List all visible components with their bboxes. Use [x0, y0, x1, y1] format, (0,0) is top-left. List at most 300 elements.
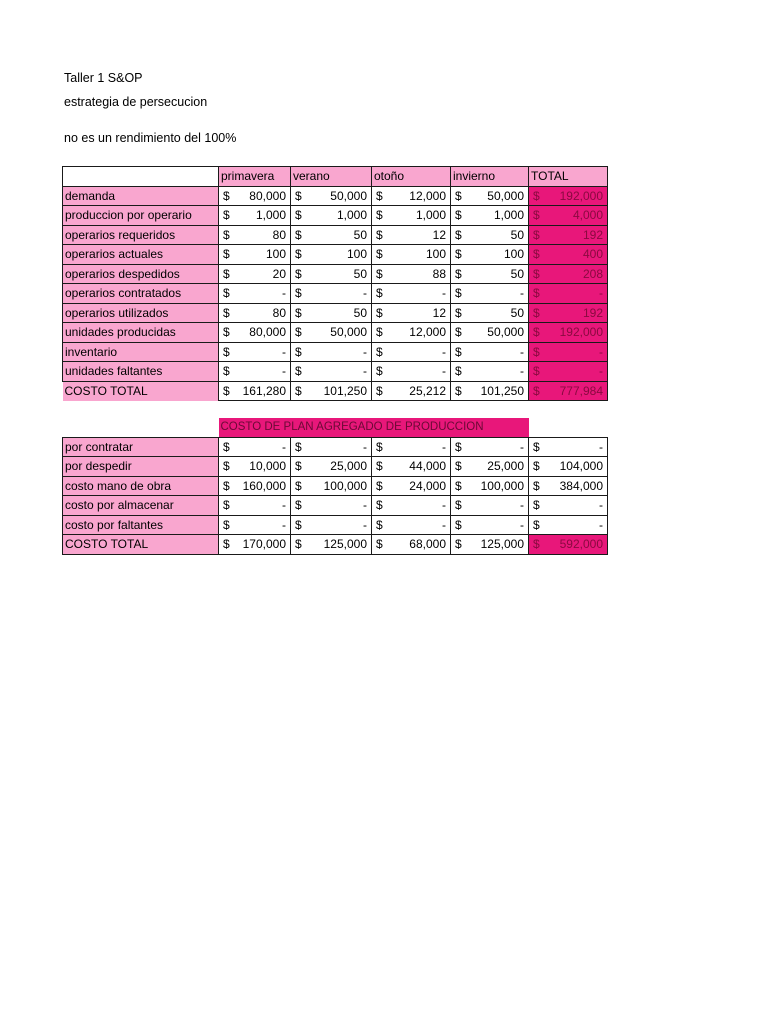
currency-symbol: $: [295, 305, 302, 320]
amount: -: [282, 498, 286, 513]
cell-value[interactable]: [219, 303, 291, 323]
currency-symbol: $: [295, 364, 302, 379]
currency-symbol: $: [455, 364, 462, 379]
cell-value[interactable]: [529, 342, 608, 362]
currency-symbol: $: [455, 247, 462, 262]
currency-symbol: $: [223, 364, 230, 379]
cell-value[interactable]: [219, 206, 291, 226]
amount: 50: [510, 266, 524, 281]
currency-symbol: $: [455, 188, 462, 203]
amount: 160,000: [242, 478, 286, 493]
cell-value[interactable]: [291, 225, 372, 245]
cell-value[interactable]: [219, 476, 291, 496]
currency-symbol: $: [376, 439, 383, 454]
amount: 192,000: [559, 188, 603, 203]
amount: -: [363, 364, 367, 379]
cell-value[interactable]: [451, 225, 529, 245]
cost-table: [62, 418, 608, 555]
currency-symbol: $: [295, 537, 302, 552]
cell-value[interactable]: [451, 515, 529, 535]
cell-value[interactable]: [451, 264, 529, 284]
cell-value[interactable]: [291, 515, 372, 535]
cell-value[interactable]: [372, 186, 451, 206]
amount: 25,212: [409, 383, 446, 398]
cell-value[interactable]: [529, 437, 608, 457]
amount: -: [282, 286, 286, 301]
amount: 400: [582, 247, 603, 262]
amount: 20: [272, 266, 286, 281]
table-row: [63, 515, 608, 535]
cell-value[interactable]: [529, 225, 608, 245]
header-row: [63, 167, 608, 187]
currency-symbol: $: [295, 439, 302, 454]
currency-symbol: $: [455, 305, 462, 320]
cell-value[interactable]: [219, 225, 291, 245]
currency-symbol: $: [376, 266, 383, 281]
cell-value[interactable]: [372, 381, 451, 401]
cell-value[interactable]: [372, 437, 451, 457]
currency-symbol: $: [295, 266, 302, 281]
cell-value[interactable]: [529, 381, 608, 401]
amount: -: [442, 498, 446, 513]
cell-value[interactable]: [291, 284, 372, 304]
amount: -: [520, 286, 524, 301]
table-row: [63, 225, 608, 245]
amount: 68,000: [409, 537, 446, 552]
amount: -: [599, 517, 603, 532]
cell-value[interactable]: [451, 496, 529, 516]
cell-value[interactable]: [291, 264, 372, 284]
currency-symbol: $: [455, 208, 462, 223]
row-label: operarios requeridos: [63, 225, 219, 245]
cell-value[interactable]: [219, 186, 291, 206]
amount: -: [282, 364, 286, 379]
amount: 88: [432, 266, 446, 281]
cell-value[interactable]: [291, 303, 372, 323]
amount: 1,000: [493, 208, 524, 223]
cell-value[interactable]: [529, 535, 608, 555]
currency-symbol: $: [295, 383, 302, 398]
currency-symbol: $: [223, 208, 230, 223]
cell-value[interactable]: [219, 362, 291, 382]
cell-value[interactable]: [529, 206, 608, 226]
cell-value[interactable]: [372, 206, 451, 226]
amount: 50,000: [330, 325, 367, 340]
currency-symbol: $: [533, 498, 540, 513]
banner-row: [63, 418, 608, 437]
currency-symbol: $: [455, 478, 462, 493]
cell-value[interactable]: [219, 381, 291, 401]
cell-value[interactable]: [529, 284, 608, 304]
table-row: [63, 342, 608, 362]
amount: 50,000: [330, 188, 367, 203]
amount: 1,000: [255, 208, 286, 223]
amount: -: [282, 517, 286, 532]
cell-value[interactable]: [219, 264, 291, 284]
cell-value[interactable]: [372, 362, 451, 382]
currency-symbol: $: [533, 439, 540, 454]
cell-value[interactable]: [291, 245, 372, 265]
currency-symbol: $: [223, 517, 230, 532]
cell-value[interactable]: [451, 186, 529, 206]
amount: 50,000: [487, 325, 524, 340]
table-row: [63, 264, 608, 284]
row-label: costo por faltantes: [63, 515, 219, 535]
cell-value[interactable]: [451, 323, 529, 343]
cell-value[interactable]: [529, 496, 608, 516]
row-label: COSTO TOTAL: [63, 535, 219, 555]
amount: 44,000: [409, 459, 446, 474]
currency-symbol: $: [295, 188, 302, 203]
sheet-subtitle: estrategia de persecucion: [64, 95, 208, 109]
table-row: [63, 303, 608, 323]
table-row: [63, 362, 608, 382]
cell-value[interactable]: [219, 342, 291, 362]
table-row: [63, 535, 608, 555]
amount: -: [442, 439, 446, 454]
cell-value[interactable]: [529, 303, 608, 323]
currency-symbol: $: [376, 188, 383, 203]
row-label: operarios contratados: [63, 284, 219, 304]
row-label: unidades producidas: [63, 323, 219, 343]
cell-value[interactable]: [291, 362, 372, 382]
cell-value[interactable]: [372, 476, 451, 496]
currency-symbol: $: [455, 439, 462, 454]
amount: 12: [432, 305, 446, 320]
amount: -: [599, 286, 603, 301]
amount: 25,000: [330, 459, 367, 474]
row-label: costo por almacenar: [63, 496, 219, 516]
cell-value[interactable]: [291, 206, 372, 226]
table-row: [63, 323, 608, 343]
amount: 50: [353, 227, 367, 242]
cell-value[interactable]: [451, 303, 529, 323]
cell-value[interactable]: [451, 476, 529, 496]
currency-symbol: $: [223, 344, 230, 359]
cell-value[interactable]: [372, 457, 451, 477]
row-label: COSTO TOTAL: [63, 381, 219, 401]
currency-symbol: $: [533, 459, 540, 474]
amount: -: [520, 364, 524, 379]
table-row: [63, 457, 608, 477]
table-banner: COSTO DE PLAN AGREGADO DE PRODUCCION: [219, 418, 529, 437]
currency-symbol: $: [533, 266, 540, 281]
amount: 125,000: [323, 537, 367, 552]
row-label: por despedir: [63, 457, 219, 477]
table-row: [63, 186, 608, 206]
currency-symbol: $: [455, 344, 462, 359]
table-row: [63, 496, 608, 516]
row-label: operarios actuales: [63, 245, 219, 265]
currency-symbol: $: [455, 498, 462, 513]
row-label: operarios utilizados: [63, 303, 219, 323]
cell-value[interactable]: [219, 284, 291, 304]
amount: 50: [353, 266, 367, 281]
amount: 12: [432, 227, 446, 242]
cell-value[interactable]: [451, 457, 529, 477]
table-row: [63, 476, 608, 496]
amount: 10,000: [249, 459, 286, 474]
amount: 100: [425, 247, 446, 262]
currency-symbol: $: [455, 325, 462, 340]
cell-value[interactable]: [451, 535, 529, 555]
cell-value[interactable]: [291, 323, 372, 343]
currency-symbol: $: [455, 227, 462, 242]
cell-value[interactable]: [529, 186, 608, 206]
row-label: produccion por operario: [63, 206, 219, 226]
currency-symbol: $: [223, 498, 230, 513]
column-header: primavera: [219, 167, 291, 187]
row-label: por contratar: [63, 437, 219, 457]
currency-symbol: $: [376, 208, 383, 223]
currency-symbol: $: [223, 247, 230, 262]
currency-symbol: $: [295, 227, 302, 242]
currency-symbol: $: [376, 459, 383, 474]
cell-value[interactable]: [372, 535, 451, 555]
amount: 80: [272, 227, 286, 242]
currency-symbol: $: [533, 383, 540, 398]
amount: 192: [582, 227, 603, 242]
amount: 50,000: [487, 188, 524, 203]
amount: -: [282, 344, 286, 359]
amount: -: [520, 439, 524, 454]
cell-value[interactable]: [451, 206, 529, 226]
currency-symbol: $: [376, 286, 383, 301]
amount: 50: [510, 305, 524, 320]
amount: 170,000: [242, 537, 286, 552]
currency-symbol: $: [533, 325, 540, 340]
amount: 192: [582, 305, 603, 320]
amount: 592,000: [559, 537, 603, 552]
amount: -: [363, 517, 367, 532]
amount: -: [363, 286, 367, 301]
amount: 161,280: [242, 383, 286, 398]
blank-cell: [529, 418, 608, 437]
currency-symbol: $: [533, 188, 540, 203]
amount: 101,250: [323, 383, 367, 398]
currency-symbol: $: [376, 325, 383, 340]
currency-symbol: $: [376, 383, 383, 398]
currency-symbol: $: [295, 208, 302, 223]
production-table: [62, 166, 608, 401]
amount: 80,000: [249, 325, 286, 340]
cell-value[interactable]: [372, 284, 451, 304]
currency-symbol: $: [223, 227, 230, 242]
currency-symbol: $: [455, 383, 462, 398]
currency-symbol: $: [533, 478, 540, 493]
amount: 1,000: [336, 208, 367, 223]
currency-symbol: $: [223, 266, 230, 281]
amount: -: [599, 364, 603, 379]
amount: 80: [272, 305, 286, 320]
currency-symbol: $: [376, 517, 383, 532]
currency-symbol: $: [223, 383, 230, 398]
currency-symbol: $: [376, 247, 383, 262]
amount: -: [442, 517, 446, 532]
cell-value[interactable]: [451, 362, 529, 382]
row-label: demanda: [63, 186, 219, 206]
cell-value[interactable]: [451, 342, 529, 362]
currency-symbol: $: [533, 227, 540, 242]
table-row: [63, 206, 608, 226]
currency-symbol: $: [223, 537, 230, 552]
amount: -: [363, 439, 367, 454]
table-row: [63, 284, 608, 304]
currency-symbol: $: [223, 305, 230, 320]
currency-symbol: $: [455, 286, 462, 301]
blank-cell: [63, 418, 219, 437]
cell-value[interactable]: [219, 457, 291, 477]
cell-value[interactable]: [291, 186, 372, 206]
amount: -: [442, 344, 446, 359]
column-header: verano: [291, 167, 372, 187]
amount: 50: [510, 227, 524, 242]
currency-symbol: $: [455, 266, 462, 281]
currency-symbol: $: [376, 478, 383, 493]
currency-symbol: $: [295, 517, 302, 532]
cell-value[interactable]: [451, 381, 529, 401]
amount: 4,000: [572, 208, 603, 223]
currency-symbol: $: [455, 517, 462, 532]
currency-symbol: $: [455, 537, 462, 552]
corner-cell: [63, 167, 219, 187]
row-label: operarios despedidos: [63, 264, 219, 284]
cell-value[interactable]: [219, 496, 291, 516]
cell-value[interactable]: [529, 476, 608, 496]
table-row: [63, 245, 608, 265]
currency-symbol: $: [533, 364, 540, 379]
cell-value[interactable]: [291, 437, 372, 457]
currency-symbol: $: [533, 208, 540, 223]
cell-value[interactable]: [291, 535, 372, 555]
amount: 104,000: [559, 459, 603, 474]
amount: 777,984: [559, 383, 603, 398]
cell-value[interactable]: [372, 245, 451, 265]
cell-value[interactable]: [219, 515, 291, 535]
currency-symbol: $: [295, 344, 302, 359]
cell-value[interactable]: [372, 264, 451, 284]
cell-value[interactable]: [291, 381, 372, 401]
amount: 50: [353, 305, 367, 320]
amount: 25,000: [487, 459, 524, 474]
currency-symbol: $: [455, 459, 462, 474]
currency-symbol: $: [533, 305, 540, 320]
amount: -: [363, 344, 367, 359]
amount: -: [363, 498, 367, 513]
amount: 12,000: [409, 325, 446, 340]
cell-value[interactable]: [291, 476, 372, 496]
currency-symbol: $: [376, 305, 383, 320]
cell-value[interactable]: [372, 323, 451, 343]
row-label: unidades faltantes: [63, 362, 219, 382]
amount: 100,000: [323, 478, 367, 493]
cell-value[interactable]: [219, 323, 291, 343]
currency-symbol: $: [376, 364, 383, 379]
amount: -: [520, 344, 524, 359]
amount: -: [442, 286, 446, 301]
amount: -: [599, 498, 603, 513]
currency-symbol: $: [533, 286, 540, 301]
cell-value[interactable]: [529, 362, 608, 382]
column-header: otoño: [372, 167, 451, 187]
amount: 192,000: [559, 325, 603, 340]
column-header: TOTAL: [529, 167, 608, 187]
currency-symbol: $: [295, 325, 302, 340]
currency-symbol: $: [295, 247, 302, 262]
cell-value[interactable]: [219, 245, 291, 265]
amount: 100: [346, 247, 367, 262]
amount: 101,250: [480, 383, 524, 398]
currency-symbol: $: [223, 439, 230, 454]
cell-value[interactable]: [451, 437, 529, 457]
cell-value[interactable]: [529, 323, 608, 343]
cell-value[interactable]: [372, 225, 451, 245]
currency-symbol: $: [223, 286, 230, 301]
amount: 100: [265, 247, 286, 262]
amount: -: [599, 439, 603, 454]
amount: -: [520, 498, 524, 513]
amount: -: [282, 439, 286, 454]
cell-value[interactable]: [451, 284, 529, 304]
currency-symbol: $: [533, 247, 540, 262]
cell-value[interactable]: [291, 342, 372, 362]
column-header: invierno: [451, 167, 529, 187]
cell-value[interactable]: [372, 515, 451, 535]
sheet-note: no es un rendimiento del 100%: [64, 131, 237, 145]
sheet-title: Taller 1 S&OP: [64, 71, 143, 85]
cell-value[interactable]: [529, 457, 608, 477]
currency-symbol: $: [533, 517, 540, 532]
cell-value[interactable]: [219, 437, 291, 457]
cell-value[interactable]: [529, 245, 608, 265]
amount: 100: [503, 247, 524, 262]
amount: 24,000: [409, 478, 446, 493]
cell-value[interactable]: [529, 515, 608, 535]
currency-symbol: $: [223, 188, 230, 203]
row-label: inventario: [63, 342, 219, 362]
currency-symbol: $: [376, 498, 383, 513]
cell-value[interactable]: [219, 535, 291, 555]
amount: 384,000: [559, 478, 603, 493]
currency-symbol: $: [223, 325, 230, 340]
amount: -: [442, 364, 446, 379]
cell-value[interactable]: [451, 245, 529, 265]
cell-value[interactable]: [291, 496, 372, 516]
table-row: [63, 381, 608, 401]
amount: 12,000: [409, 188, 446, 203]
cell-value[interactable]: [291, 457, 372, 477]
currency-symbol: $: [295, 478, 302, 493]
currency-symbol: $: [533, 537, 540, 552]
currency-symbol: $: [223, 459, 230, 474]
amount: 125,000: [480, 537, 524, 552]
currency-symbol: $: [295, 459, 302, 474]
table-row: [63, 437, 608, 457]
amount: -: [599, 344, 603, 359]
currency-symbol: $: [295, 498, 302, 513]
cell-value[interactable]: [372, 496, 451, 516]
cell-value[interactable]: [372, 303, 451, 323]
amount: -: [520, 517, 524, 532]
currency-symbol: $: [376, 227, 383, 242]
amount: 208: [582, 266, 603, 281]
cell-value[interactable]: [529, 264, 608, 284]
currency-symbol: $: [295, 286, 302, 301]
cell-value[interactable]: [372, 342, 451, 362]
currency-symbol: $: [223, 478, 230, 493]
amount: 1,000: [415, 208, 446, 223]
row-label: costo mano de obra: [63, 476, 219, 496]
